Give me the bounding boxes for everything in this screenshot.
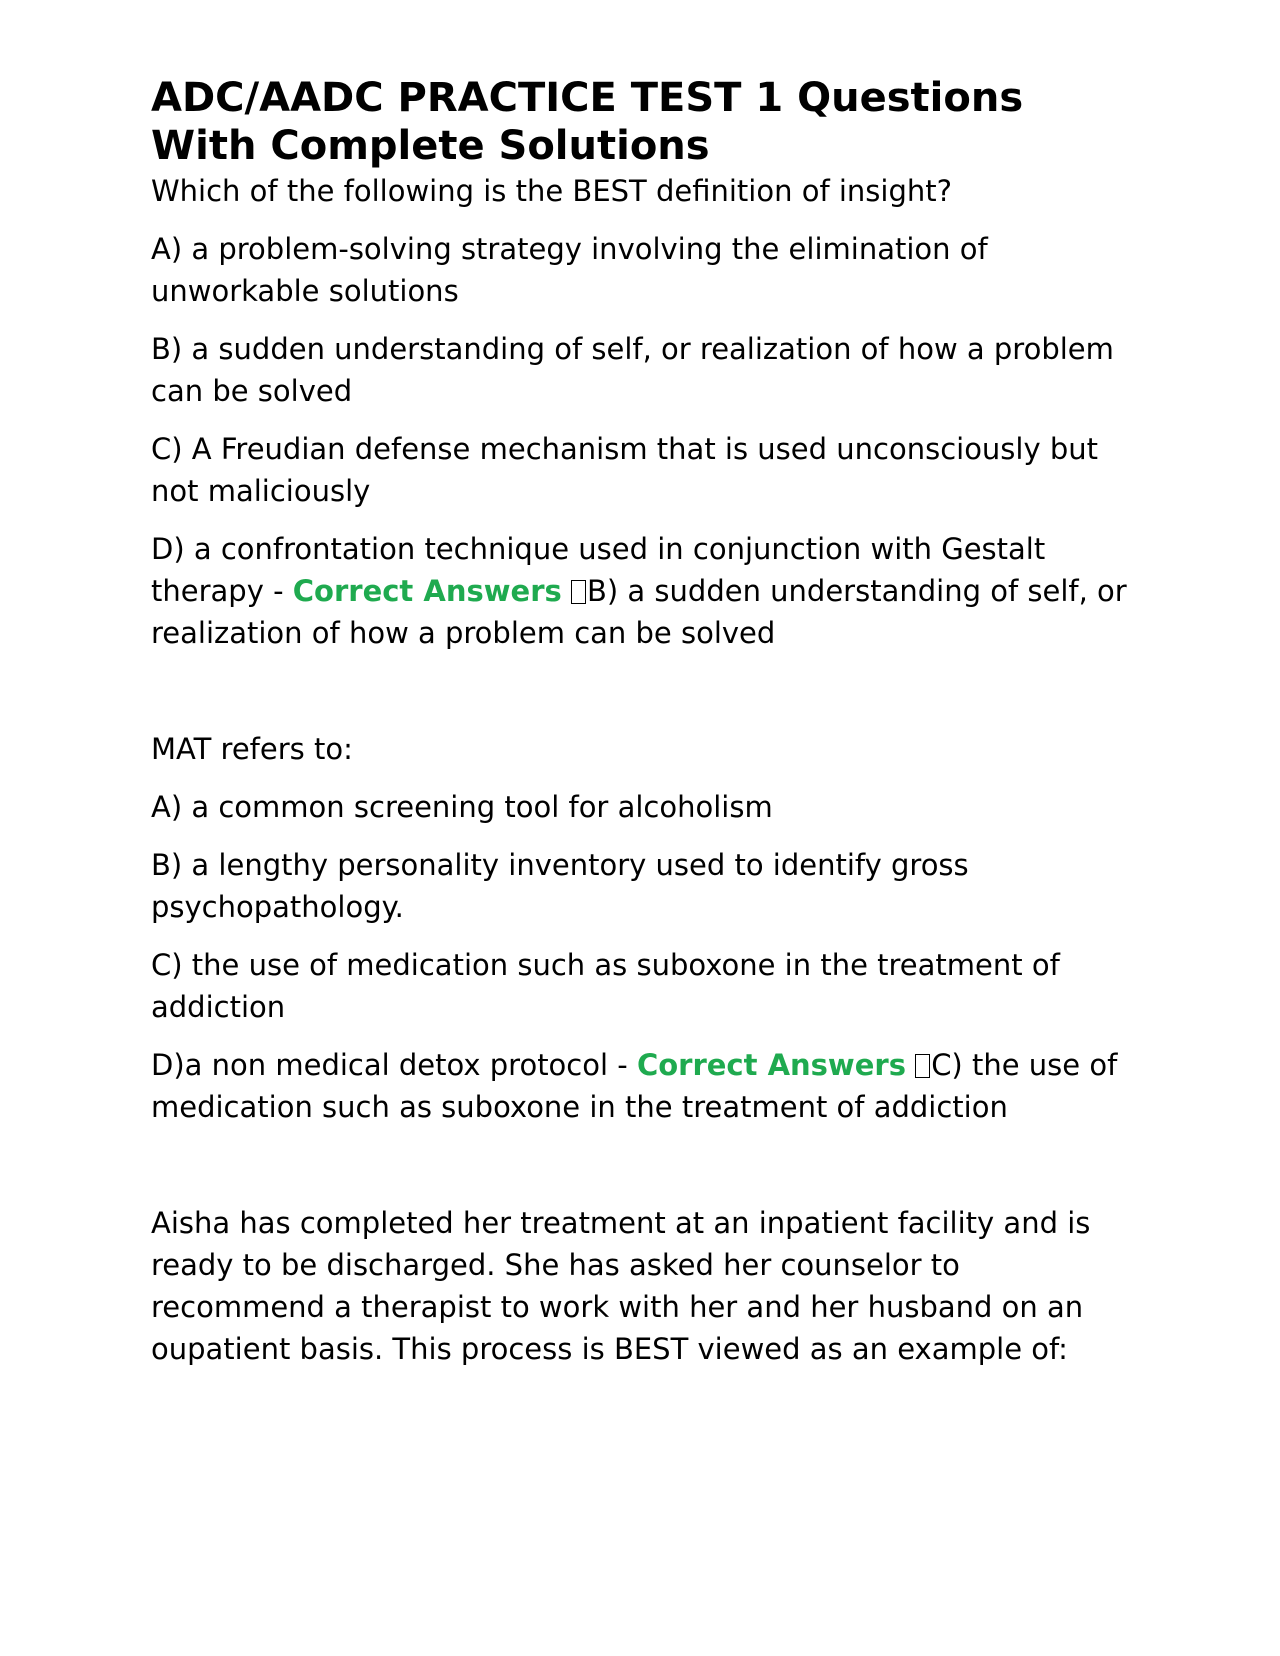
option-d: D) a confrontation technique used in conjunction with Gestalt therapy - (151, 532, 1046, 608)
option-d: D)a non medical detox protocol - (151, 1048, 628, 1082)
spacer (151, 670, 1131, 728)
question-prompt: MAT refers to: (151, 732, 353, 766)
option-c: C) the use of medication such as suboxone in the treatment of addiction (151, 948, 1060, 1024)
question-prompt: Which of the following is the BEST definition of insight? (151, 174, 953, 208)
question-prompt: Aisha has completed her treatment at an inpatient facility and is ready to be discharged. She has asked her counselor to recommend a therapist to work with her and her husband on an oupatient basis. This process is BEST viewed as an example of: (151, 1206, 1091, 1366)
spacer (151, 1144, 1131, 1202)
option-d-with-answer (151, 1044, 1131, 1128)
document-title: ADC/AADC PRACTICE TEST 1 Questions With Complete Solutions (151, 75, 1024, 169)
correct-answers-label: Correct Answers (636, 1048, 906, 1082)
correct-answer-text: C) the use of medication such as suboxone in the treatment of addiction (151, 1048, 1118, 1124)
option-b: B) a lengthy personality inventory used to identify gross psychopathology. (151, 848, 969, 924)
correct-answers-label: Correct Answers (292, 574, 562, 608)
option-a: A) a common screening tool for alcoholism (151, 790, 773, 824)
option-a: A) a problem-solving strategy involving the elimination of unworkable solutions (151, 232, 988, 308)
question-1 (151, 170, 1131, 654)
question-3 (151, 1202, 1131, 1370)
option-d-with-answer (151, 528, 1131, 654)
option-c: C) A Freudian defense mechanism that is used unconsciously but not maliciously (151, 432, 1099, 508)
document-page (151, 74, 1131, 1386)
answer-box-icon (571, 580, 586, 604)
correct-answer-text: B) a sudden understanding of self, or realization of how a problem can be solved (151, 574, 1127, 650)
option-b: B) a sudden understanding of self, or realization of how a problem can be solved (151, 332, 1114, 408)
answer-box-icon (915, 1054, 930, 1078)
question-2 (151, 728, 1131, 1128)
